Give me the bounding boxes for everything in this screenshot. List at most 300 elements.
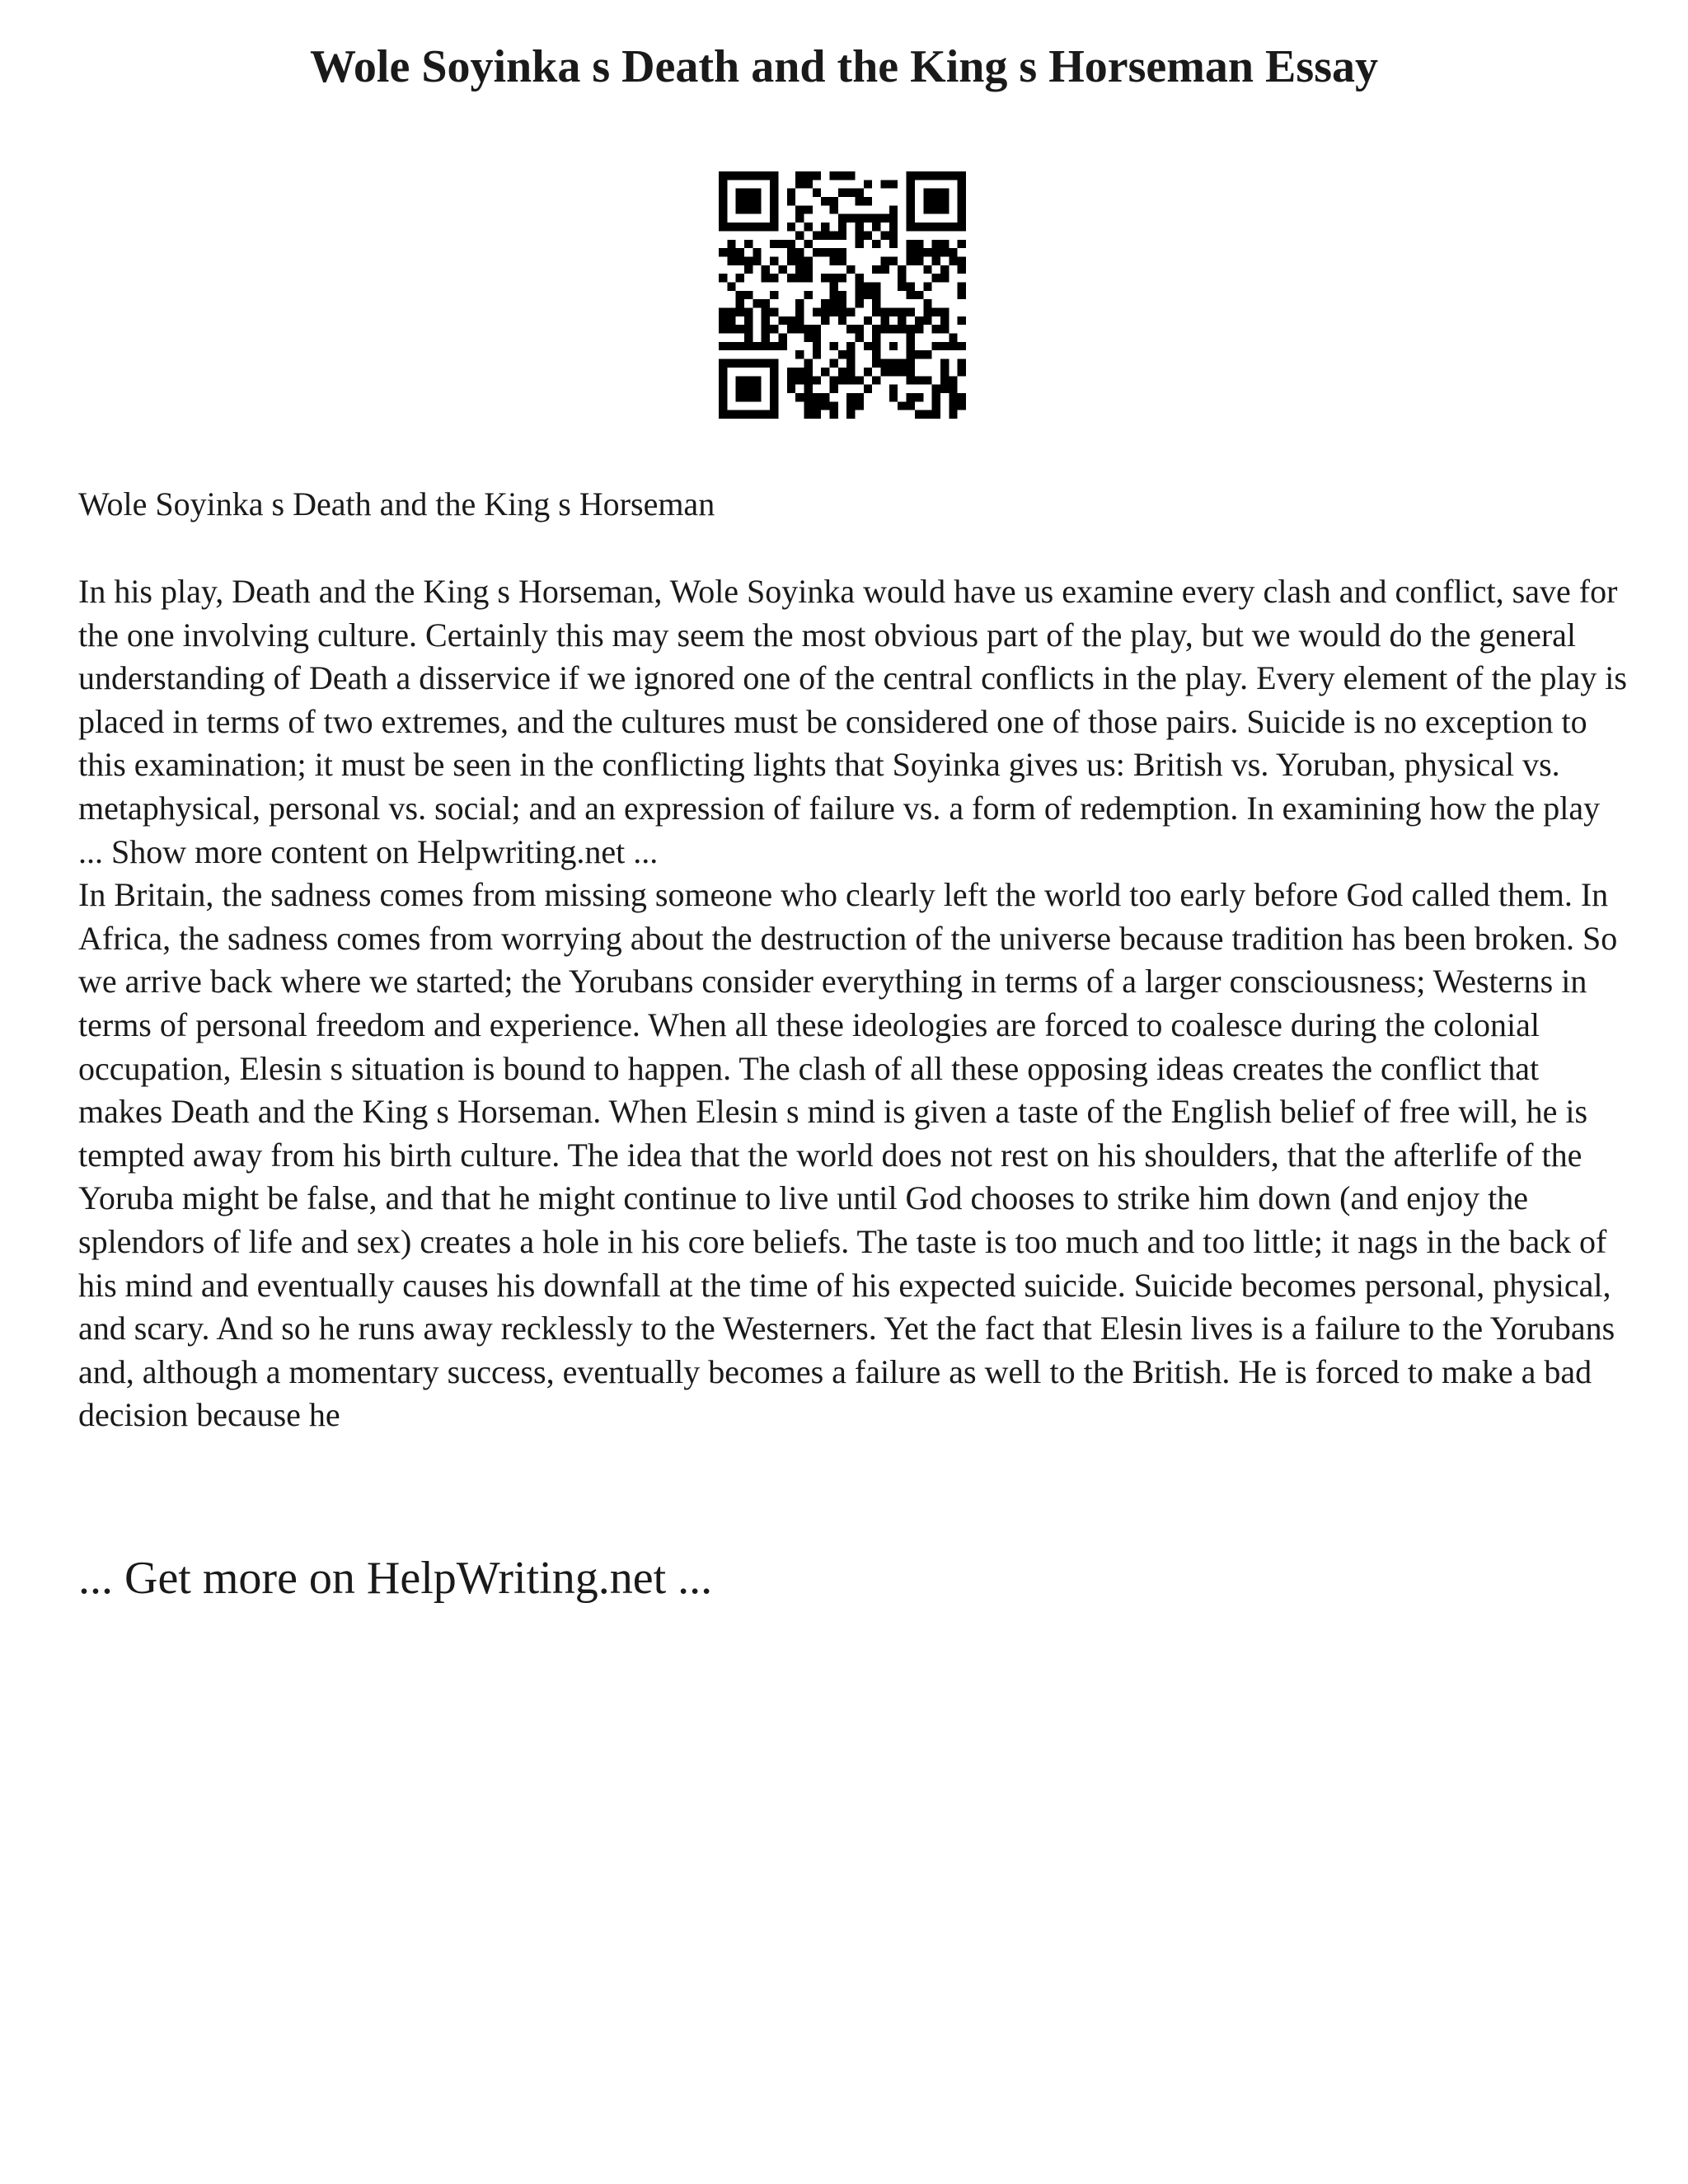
- qr-module: [872, 240, 880, 248]
- qr-module: [787, 189, 795, 197]
- qr-module: [846, 393, 855, 401]
- qr-module: [736, 197, 744, 205]
- qr-module: [898, 325, 906, 333]
- qr-module: [744, 256, 753, 265]
- qr-module: [907, 350, 915, 359]
- qr-module: [778, 316, 786, 325]
- qr-module: [762, 325, 770, 333]
- qr-module: [813, 308, 821, 316]
- qr-module: [958, 316, 966, 325]
- qr-module: [856, 214, 864, 223]
- qr-module: [949, 248, 957, 256]
- qr-module: [958, 214, 966, 223]
- qr-module: [821, 316, 829, 325]
- qr-module: [932, 385, 940, 393]
- qr-module: [736, 410, 744, 419]
- qr-module: [940, 189, 949, 197]
- qr-module: [744, 291, 753, 299]
- qr-module: [856, 189, 864, 197]
- qr-module: [940, 385, 949, 393]
- qr-module: [949, 223, 957, 231]
- qr-module: [958, 197, 966, 205]
- qr-module: [846, 325, 855, 333]
- qr-module: [762, 359, 770, 368]
- qr-module: [727, 308, 735, 316]
- qr-module: [889, 214, 898, 223]
- qr-module: [949, 385, 957, 393]
- qr-module: [889, 240, 898, 248]
- qr-module: [872, 282, 880, 290]
- qr-module: [872, 308, 880, 316]
- qr-module: [923, 299, 931, 307]
- qr-module: [872, 214, 880, 223]
- qr-module: [907, 205, 915, 213]
- qr-module: [907, 401, 915, 410]
- qr-module: [864, 368, 872, 376]
- qr-module: [719, 308, 727, 316]
- qr-module: [838, 171, 846, 180]
- qr-module: [813, 401, 821, 410]
- qr-module: [753, 256, 761, 265]
- qr-module: [932, 401, 940, 410]
- qr-module: [856, 240, 864, 248]
- qr-module: [907, 334, 915, 342]
- qr-module: [872, 334, 880, 342]
- qr-module: [813, 231, 821, 239]
- qr-module: [829, 401, 837, 410]
- qr-module: [907, 368, 915, 376]
- qr-module: [838, 214, 846, 223]
- qr-module: [829, 274, 837, 282]
- qr-module: [932, 325, 940, 333]
- qr-module: [856, 197, 864, 205]
- qr-module: [940, 265, 949, 274]
- qr-module: [762, 265, 770, 274]
- qr-module: [940, 325, 949, 333]
- get-more-link[interactable]: ... Get more on HelpWriting.net ...: [78, 1553, 713, 1604]
- qr-module: [864, 282, 872, 290]
- qr-module: [744, 265, 753, 274]
- qr-module: [744, 376, 753, 384]
- qr-module: [753, 376, 761, 384]
- qr-module: [770, 223, 778, 231]
- qr-module: [958, 265, 966, 274]
- qr-module: [846, 308, 855, 316]
- qr-module: [762, 410, 770, 419]
- qr-module: [778, 265, 786, 274]
- qr-module: [736, 299, 744, 307]
- qr-module: [907, 359, 915, 368]
- qr-module: [958, 171, 966, 180]
- qr-module: [915, 256, 923, 265]
- qr-module: [932, 189, 940, 197]
- essay-paragraph: In Britain, the sadness comes from missing someone who clearly left the world too early before God called them. In Africa, the sadness comes from worrying about the destruction of the universe because tradition has been broken. So we arrive back where we started; the Yorubans consider everything in terms of a larger consciousness; Westerns in terms of personal freedom and experience. When all these ideologies are forced to coalesce during the colonial occupation, Elesin s situation is bound to happen. The clash of all these opposing ideas creates the conflict that makes Death and the King s Horseman. When Elesin s mind is given a taste of the English belief of free will, he is tempted away from his birth culture. The idea that the world does not rest on his shoulders, that the afterlife of the Yoruba might be false, and that he might continue to live until God chooses to strike him down (and enjoy the splendors of life and sex) creates a hole in his core beliefs. The taste is too much and too little; it nags in the back of his mind and eventually causes his downfall at the time of his expected suicide. Suicide becomes personal, physical, and scary. And so he runs away recklessly to the Westerners. Yet the fact that Elesin lives is a failure to the Yorubans and, although a momentary success, eventually becomes a failure as well to the British. He is forced to make a bad decision because he: [78, 876, 1618, 1434]
- qr-module: [949, 342, 957, 350]
- qr-module: [829, 342, 837, 350]
- qr-module: [923, 376, 931, 384]
- qr-module: [846, 189, 855, 197]
- qr-module: [744, 189, 753, 197]
- qr-module: [821, 197, 829, 205]
- qr-module: [923, 205, 931, 213]
- qr-module: [719, 316, 727, 325]
- qr-module: [719, 368, 727, 376]
- qr-module: [813, 334, 821, 342]
- qr-module: [727, 240, 735, 248]
- qr-module: [719, 180, 727, 188]
- qr-module: [898, 316, 906, 325]
- qr-module: [719, 342, 727, 350]
- qr-module: [753, 359, 761, 368]
- qr-module: [821, 401, 829, 410]
- qr-module: [727, 325, 735, 333]
- qr-module: [753, 393, 761, 401]
- qr-module: [881, 265, 889, 274]
- qr-module: [838, 291, 846, 299]
- qr-module: [958, 401, 966, 410]
- qr-module: [907, 325, 915, 333]
- qr-module: [856, 401, 864, 410]
- qr-module: [889, 385, 898, 393]
- qr-module: [940, 205, 949, 213]
- qr-module: [821, 274, 829, 282]
- qr-module: [932, 197, 940, 205]
- qr-module: [949, 256, 957, 265]
- qr-module: [753, 171, 761, 180]
- qr-module: [787, 368, 795, 376]
- qr-module: [864, 316, 872, 325]
- qr-module: [762, 171, 770, 180]
- qr-module: [932, 342, 940, 350]
- qr-module: [770, 205, 778, 213]
- qr-module: [795, 248, 804, 256]
- qr-module: [770, 308, 778, 316]
- qr-module: [838, 223, 846, 231]
- qr-module: [821, 231, 829, 239]
- qr-module: [762, 299, 770, 307]
- qr-module: [753, 189, 761, 197]
- qr-module: [753, 248, 761, 256]
- qr-module: [795, 350, 804, 359]
- qr-module: [881, 368, 889, 376]
- qr-module: [958, 368, 966, 376]
- qr-module: [727, 256, 735, 265]
- qr-module: [795, 299, 804, 307]
- qr-module: [907, 248, 915, 256]
- qr-module: [940, 376, 949, 384]
- qr-module: [889, 308, 898, 316]
- qr-module: [940, 240, 949, 248]
- qr-module: [770, 197, 778, 205]
- qr-module: [795, 316, 804, 325]
- qr-module: [787, 256, 795, 265]
- qr-module: [787, 197, 795, 205]
- essay-body: [78, 570, 1628, 1437]
- qr-module: [770, 401, 778, 410]
- qr-module: [753, 385, 761, 393]
- qr-module: [719, 214, 727, 223]
- qr-module: [940, 274, 949, 282]
- qr-module: [829, 385, 837, 393]
- qr-module: [804, 410, 812, 419]
- qr-module: [736, 189, 744, 197]
- qr-module: [898, 359, 906, 368]
- qr-module: [719, 171, 727, 180]
- qr-module: [958, 180, 966, 188]
- qr-module: [719, 401, 727, 410]
- qr-module: [872, 265, 880, 274]
- qr-module: [813, 393, 821, 401]
- qr-module: [856, 282, 864, 290]
- qr-module: [727, 223, 735, 231]
- qr-module: [915, 223, 923, 231]
- qr-module: [907, 223, 915, 231]
- qr-module: [804, 393, 812, 401]
- qr-module: [932, 223, 940, 231]
- qr-module: [907, 376, 915, 384]
- qr-module: [940, 359, 949, 368]
- qr-module: [736, 308, 744, 316]
- qr-module: [795, 180, 804, 188]
- qr-module: [907, 282, 915, 290]
- qr-module: [940, 248, 949, 256]
- qr-module: [744, 334, 753, 342]
- qr-module: [864, 214, 872, 223]
- qr-module: [932, 205, 940, 213]
- qr-module: [958, 342, 966, 350]
- qr-module: [778, 342, 786, 350]
- qr-module: [898, 282, 906, 290]
- qr-module: [787, 274, 795, 282]
- qr-module: [787, 385, 795, 393]
- qr-module: [838, 376, 846, 384]
- qr-module: [787, 376, 795, 384]
- qr-module: [736, 376, 744, 384]
- qr-module: [872, 325, 880, 333]
- qr-module: [881, 316, 889, 325]
- qr-module: [719, 376, 727, 384]
- qr-module: [821, 368, 829, 376]
- qr-module: [744, 410, 753, 419]
- qr-module: [821, 248, 829, 256]
- essay-paragraph: In his play, Death and the King s Horseman, Wole Soyinka would have us examine every clash and conflict, save for the one involving culture. Certainly this may seem the most obvious part of the play, but we would do the general understanding of Death a disservice if we ignored one of the central conflicts in the play. Every element of the play is placed in terms of two extremes, and the cultures must be considered one of those pairs. Suicide is no exception to this examination; it must be seen in the conflicting lights that Soyinka gives us: British vs. Yoruban, physical vs. metaphysical, personal vs. social; and an expression of failure vs. a form of redemption. In examining how the play ... Show more content on Helpwriting.net ...: [78, 573, 1627, 870]
- qr-module: [770, 376, 778, 384]
- qr-module: [923, 350, 931, 359]
- qr-module: [813, 171, 821, 180]
- qr-module: [762, 223, 770, 231]
- qr-module: [915, 325, 923, 333]
- qr-module: [838, 368, 846, 376]
- qr-module: [813, 410, 821, 419]
- qr-module: [719, 274, 727, 282]
- qr-module: [736, 274, 744, 282]
- qr-module: [838, 231, 846, 239]
- qr-module: [838, 316, 846, 325]
- qr-module: [829, 376, 837, 384]
- qr-module: [736, 359, 744, 368]
- qr-module: [762, 342, 770, 350]
- qr-module: [907, 308, 915, 316]
- qr-module: [872, 342, 880, 350]
- qr-module: [753, 205, 761, 213]
- qr-module: [923, 410, 931, 419]
- qr-module: [727, 282, 735, 290]
- qr-module: [770, 325, 778, 333]
- qr-module: [719, 385, 727, 393]
- qr-module: [727, 171, 735, 180]
- qr-module: [744, 197, 753, 205]
- qr-module: [804, 240, 812, 248]
- qr-module: [881, 359, 889, 368]
- qr-module: [829, 410, 837, 419]
- qr-module: [762, 334, 770, 342]
- qr-module: [744, 385, 753, 393]
- qr-module: [770, 214, 778, 223]
- qr-module: [719, 325, 727, 333]
- qr-module: [804, 291, 812, 299]
- qr-module: [872, 359, 880, 368]
- qr-module: [949, 410, 957, 419]
- qr-module: [907, 189, 915, 197]
- qr-module: [804, 325, 812, 333]
- qr-module: [940, 171, 949, 180]
- qr-module: [864, 385, 872, 393]
- qr-module: [907, 393, 915, 401]
- qr-module: [770, 359, 778, 368]
- qr-module: [770, 410, 778, 419]
- qr-module: [958, 256, 966, 265]
- qr-module: [770, 385, 778, 393]
- qr-module: [795, 205, 804, 213]
- qr-module: [923, 316, 931, 325]
- qr-module: [744, 393, 753, 401]
- qr-module: [813, 248, 821, 256]
- qr-module: [889, 342, 898, 350]
- qr-module: [958, 359, 966, 368]
- qr-module: [838, 350, 846, 359]
- qr-module: [804, 385, 812, 393]
- qr-module: [719, 359, 727, 368]
- qr-module: [940, 368, 949, 376]
- qr-module: [846, 401, 855, 410]
- qr-module: [864, 231, 872, 239]
- qr-module: [915, 393, 923, 401]
- qr-module: [856, 376, 864, 384]
- qr-module: [770, 240, 778, 248]
- qr-module: [770, 274, 778, 282]
- qr-module: [915, 350, 923, 359]
- qr-module: [958, 240, 966, 248]
- qr-module: [907, 171, 915, 180]
- qr-module: [744, 359, 753, 368]
- qr-module: [846, 214, 855, 223]
- qr-module: [736, 223, 744, 231]
- qr-module: [872, 291, 880, 299]
- qr-module: [719, 197, 727, 205]
- qr-module: [872, 223, 880, 231]
- qr-module: [727, 359, 735, 368]
- qr-module: [762, 308, 770, 316]
- qr-module: [829, 197, 837, 205]
- qr-module: [889, 180, 898, 188]
- qr-module: [804, 223, 812, 231]
- qr-module: [864, 197, 872, 205]
- qr-module: [915, 248, 923, 256]
- qr-module: [719, 248, 727, 256]
- qr-module: [881, 180, 889, 188]
- qr-module: [778, 240, 786, 248]
- qr-module: [787, 325, 795, 333]
- qr-module: [958, 189, 966, 197]
- qr-module: [923, 265, 931, 274]
- qr-module: [898, 308, 906, 316]
- qr-module: [881, 325, 889, 333]
- qr-module: [804, 180, 812, 188]
- qr-module: [829, 256, 837, 265]
- qr-module: [958, 223, 966, 231]
- qr-module: [958, 291, 966, 299]
- qr-module: [932, 410, 940, 419]
- qr-module: [821, 393, 829, 401]
- qr-module: [770, 393, 778, 401]
- qr-module: [727, 316, 735, 325]
- qr-module: [753, 342, 761, 350]
- qr-module: [795, 214, 804, 223]
- qr-module: [719, 393, 727, 401]
- qr-module: [787, 248, 795, 256]
- qr-module: [829, 282, 837, 290]
- qr-module: [795, 325, 804, 333]
- qr-module: [864, 291, 872, 299]
- qr-module: [795, 368, 804, 376]
- qr-module: [846, 368, 855, 376]
- qr-module: [915, 171, 923, 180]
- qr-module: [907, 180, 915, 188]
- qr-module: [907, 240, 915, 248]
- qr-module: [736, 205, 744, 213]
- qr-module: [923, 223, 931, 231]
- qr-module: [804, 376, 812, 384]
- qr-module: [804, 171, 812, 180]
- qr-module: [898, 368, 906, 376]
- qr-module: [795, 274, 804, 282]
- qr-module: [736, 325, 744, 333]
- qr-module: [795, 376, 804, 384]
- qr-module: [856, 334, 864, 342]
- qr-module: [804, 334, 812, 342]
- qr-module: [889, 368, 898, 376]
- qr-module: [744, 342, 753, 350]
- qr-module: [795, 231, 804, 239]
- qr-module: [829, 359, 837, 368]
- qr-module: [881, 256, 889, 265]
- qr-module: [744, 205, 753, 213]
- qr-module: [907, 214, 915, 223]
- qr-module: [932, 171, 940, 180]
- qr-module: [727, 248, 735, 256]
- qr-module: [804, 265, 812, 274]
- qr-module: [795, 256, 804, 265]
- qr-module: [872, 299, 880, 307]
- qr-module: [787, 223, 795, 231]
- qr-module: [915, 316, 923, 325]
- qr-module: [889, 359, 898, 368]
- qr-module: [872, 376, 880, 384]
- qr-module: [898, 401, 906, 410]
- qr-module: [923, 171, 931, 180]
- qr-module: [829, 248, 837, 256]
- qr-module: [829, 308, 837, 316]
